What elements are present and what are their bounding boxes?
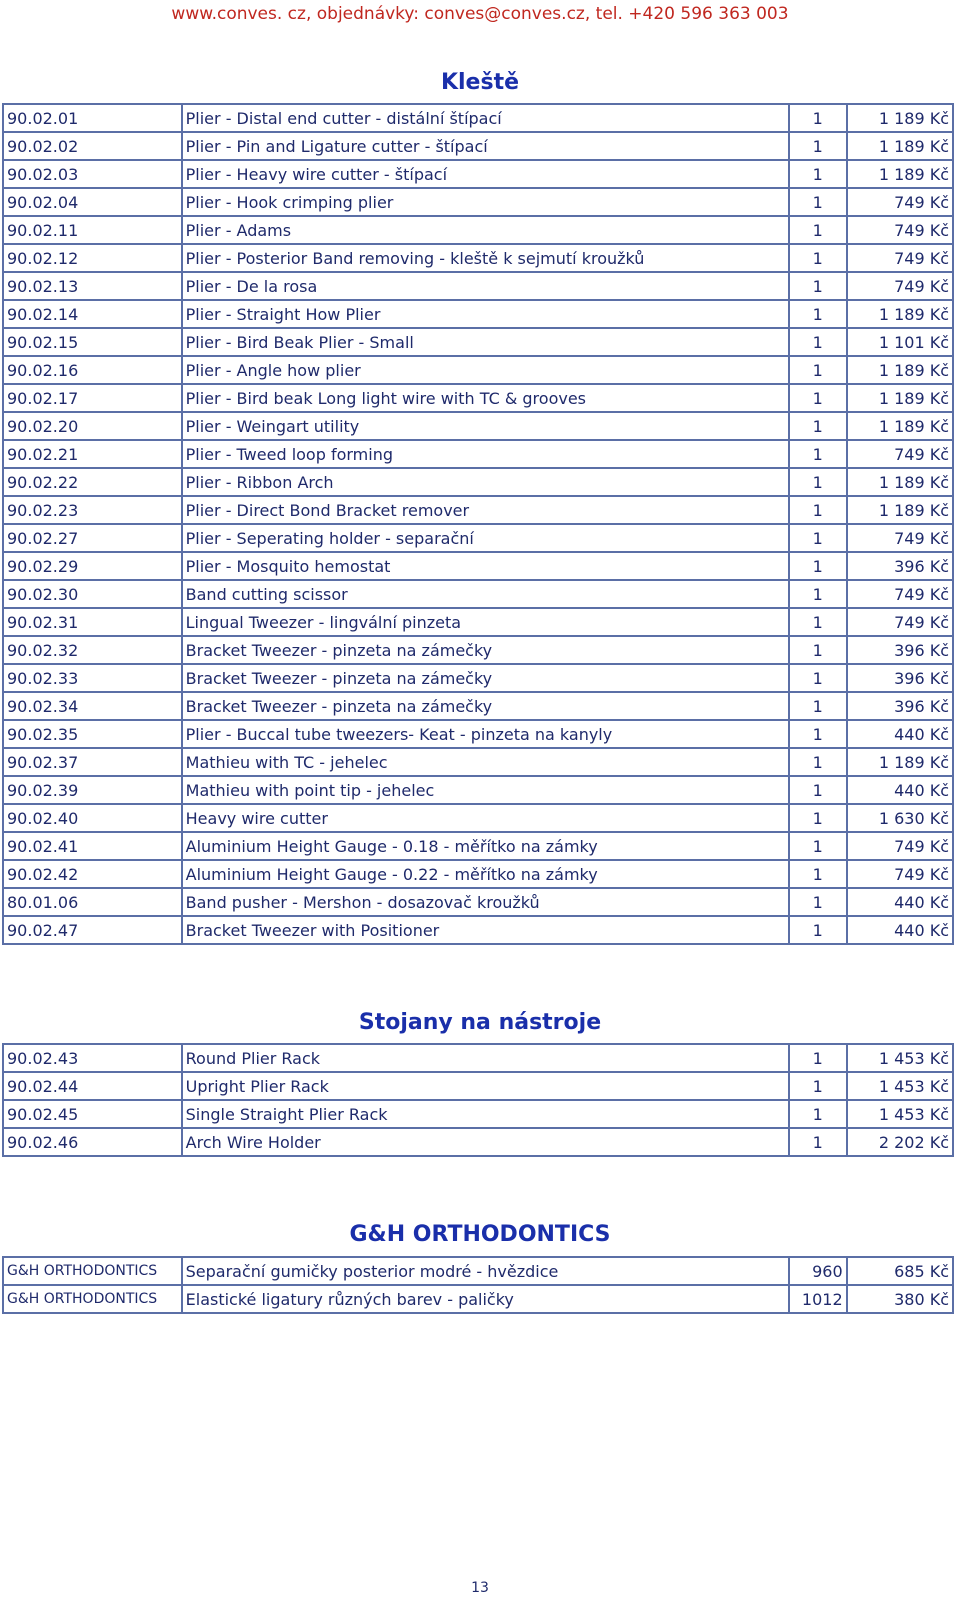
- product-code: 90.02.45: [3, 1100, 182, 1128]
- product-quantity: 1: [789, 1044, 847, 1072]
- table-row: [3, 636, 953, 664]
- product-code: 90.02.34: [3, 692, 182, 720]
- product-name: Band cutting scissor: [182, 580, 789, 608]
- product-code: 90.02.35: [3, 720, 182, 748]
- product-code: 90.02.32: [3, 636, 182, 664]
- product-price: 1 630 Kč: [847, 804, 953, 832]
- product-price: 749 Kč: [847, 524, 953, 552]
- product-name: Plier - Heavy wire cutter - štípací: [182, 160, 789, 188]
- product-quantity: 1: [789, 1128, 847, 1156]
- product-price: 1 189 Kč: [847, 132, 953, 160]
- product-price: 1 189 Kč: [847, 496, 953, 524]
- product-name: Plier - Bird Beak Plier - Small: [182, 328, 789, 356]
- product-quantity: 1: [789, 216, 847, 244]
- product-price: 396 Kč: [847, 636, 953, 664]
- product-name: Plier - Hook crimping plier: [182, 188, 789, 216]
- product-price: 1 189 Kč: [847, 356, 953, 384]
- product-quantity: 1: [789, 608, 847, 636]
- table-row: [3, 412, 953, 440]
- product-name: Single Straight Plier Rack: [182, 1100, 789, 1128]
- product-code: 90.02.22: [3, 468, 182, 496]
- product-quantity: 1: [789, 916, 847, 944]
- product-code: 90.02.04: [3, 188, 182, 216]
- product-name: Plier - Angle how plier: [182, 356, 789, 384]
- product-name: Plier - Buccal tube tweezers- Keat - pinzeta na kanyly: [182, 720, 789, 748]
- product-name: Plier - Ribbon Arch: [182, 468, 789, 496]
- product-name: Band pusher - Mershon - dosazovač kroužků: [182, 888, 789, 916]
- table-row: [3, 384, 953, 412]
- product-name: Elastické ligatury různých barev - paličky: [182, 1285, 789, 1313]
- product-price: 396 Kč: [847, 692, 953, 720]
- table-row: [3, 1128, 953, 1156]
- product-code: 90.02.01: [3, 104, 182, 132]
- table-row: [3, 1044, 953, 1072]
- product-code: 90.02.43: [3, 1044, 182, 1072]
- product-code: G&H ORTHODONTICS: [3, 1285, 182, 1313]
- product-quantity: 1: [789, 580, 847, 608]
- product-name: Mathieu with point tip - jehelec: [182, 776, 789, 804]
- product-name: Aluminium Height Gauge - 0.18 - měřítko na zámky: [182, 832, 789, 860]
- product-price: 396 Kč: [847, 552, 953, 580]
- product-code: G&H ORTHODONTICS: [3, 1257, 182, 1285]
- product-name: Upright Plier Rack: [182, 1072, 789, 1100]
- product-price: 440 Kč: [847, 916, 953, 944]
- product-name: Plier - Bird beak Long light wire with TC & grooves: [182, 384, 789, 412]
- product-price: 1 189 Kč: [847, 300, 953, 328]
- table-row: [3, 160, 953, 188]
- product-code: 90.02.12: [3, 244, 182, 272]
- product-price: 440 Kč: [847, 776, 953, 804]
- table-row: [3, 1285, 953, 1313]
- product-price: 1 453 Kč: [847, 1044, 953, 1072]
- table-row: [3, 356, 953, 384]
- product-code: 90.02.46: [3, 1128, 182, 1156]
- section-title-klestě: Kleště: [440, 70, 520, 95]
- product-price: 749 Kč: [847, 440, 953, 468]
- product-code: 90.02.31: [3, 608, 182, 636]
- product-price: 440 Kč: [847, 720, 953, 748]
- product-name: Plier - Tweed loop forming: [182, 440, 789, 468]
- product-price: 1 101 Kč: [847, 328, 953, 356]
- table-row: [3, 720, 953, 748]
- pricelist-table-gh-orthodontics: [2, 1256, 954, 1314]
- product-price: 1 453 Kč: [847, 1100, 953, 1128]
- product-quantity: 1: [789, 832, 847, 860]
- product-price: 749 Kč: [847, 580, 953, 608]
- product-quantity: 1: [789, 468, 847, 496]
- product-name: Plier - Adams: [182, 216, 789, 244]
- product-quantity: 1: [789, 776, 847, 804]
- product-price: 749 Kč: [847, 832, 953, 860]
- product-code: 90.02.23: [3, 496, 182, 524]
- product-price: 1 189 Kč: [847, 384, 953, 412]
- product-quantity: 1: [789, 132, 847, 160]
- table-row: [3, 272, 953, 300]
- product-code: 90.02.02: [3, 132, 182, 160]
- product-price: 685 Kč: [847, 1257, 953, 1285]
- product-name: Mathieu with TC - jehelec: [182, 748, 789, 776]
- product-quantity: 1: [789, 1100, 847, 1128]
- product-code: 90.02.29: [3, 552, 182, 580]
- product-price: 749 Kč: [847, 608, 953, 636]
- product-name: Heavy wire cutter: [182, 804, 789, 832]
- table-row: [3, 1100, 953, 1128]
- table-row: [3, 664, 953, 692]
- product-name: Plier - Straight How Plier: [182, 300, 789, 328]
- table-row: [3, 496, 953, 524]
- product-code: 90.02.39: [3, 776, 182, 804]
- table-row: [3, 524, 953, 552]
- product-quantity: 1: [789, 860, 847, 888]
- product-quantity: 1: [789, 384, 847, 412]
- product-name: Plier - Distal end cutter - distální štípací: [182, 104, 789, 132]
- product-code: 90.02.27: [3, 524, 182, 552]
- product-quantity: 1: [789, 664, 847, 692]
- product-price: 1 189 Kč: [847, 160, 953, 188]
- product-quantity: 1: [789, 272, 847, 300]
- product-price: 396 Kč: [847, 664, 953, 692]
- table-row: [3, 132, 953, 160]
- product-quantity: 1: [789, 636, 847, 664]
- pricelist-table-klestě: [2, 103, 954, 945]
- page-number: 13: [471, 1580, 489, 1596]
- table-row: [3, 692, 953, 720]
- product-code: 90.02.20: [3, 412, 182, 440]
- table-row: [3, 748, 953, 776]
- table-row: [3, 328, 953, 356]
- product-name: Aluminium Height Gauge - 0.22 - měřítko na zámky: [182, 860, 789, 888]
- table-row: [3, 244, 953, 272]
- product-name: Plier - Mosquito hemostat: [182, 552, 789, 580]
- product-name: Plier - Weingart utility: [182, 412, 789, 440]
- product-price: 749 Kč: [847, 244, 953, 272]
- product-price: 749 Kč: [847, 860, 953, 888]
- product-quantity: 1: [789, 748, 847, 776]
- table-row: [3, 216, 953, 244]
- product-code: 90.02.14: [3, 300, 182, 328]
- product-price: 2 202 Kč: [847, 1128, 953, 1156]
- product-quantity: 1: [789, 1072, 847, 1100]
- product-code: 90.02.30: [3, 580, 182, 608]
- product-price: 1 189 Kč: [847, 468, 953, 496]
- product-quantity: 1: [789, 692, 847, 720]
- product-quantity: 1: [789, 412, 847, 440]
- product-price: 749 Kč: [847, 216, 953, 244]
- product-price: 1 453 Kč: [847, 1072, 953, 1100]
- product-quantity: 1: [789, 356, 847, 384]
- product-code: 80.01.06: [3, 888, 182, 916]
- table-row: [3, 300, 953, 328]
- product-code: 90.02.16: [3, 356, 182, 384]
- product-quantity: 1: [789, 524, 847, 552]
- product-quantity: 1: [789, 104, 847, 132]
- product-quantity: 1: [789, 804, 847, 832]
- product-quantity: 960: [789, 1257, 847, 1285]
- product-name: Arch Wire Holder: [182, 1128, 789, 1156]
- table-row: [3, 188, 953, 216]
- product-price: 1 189 Kč: [847, 104, 953, 132]
- section-title-gh-orthodontics: G&H ORTHODONTICS: [349, 1222, 611, 1247]
- product-quantity: 1: [789, 552, 847, 580]
- product-quantity: 1: [789, 160, 847, 188]
- section-title-stojany: Stojany na nástroje: [358, 1010, 602, 1035]
- product-code: 90.02.41: [3, 832, 182, 860]
- product-quantity: 1: [789, 300, 847, 328]
- product-code: 90.02.15: [3, 328, 182, 356]
- product-price: 380 Kč: [847, 1285, 953, 1313]
- product-quantity: 1: [789, 496, 847, 524]
- product-code: 90.02.47: [3, 916, 182, 944]
- product-quantity: 1: [789, 244, 847, 272]
- product-name: Plier - Pin and Ligature cutter - štípací: [182, 132, 789, 160]
- table-row: [3, 804, 953, 832]
- product-code: 90.02.33: [3, 664, 182, 692]
- product-price: 1 189 Kč: [847, 748, 953, 776]
- product-price: 749 Kč: [847, 272, 953, 300]
- product-quantity: 1012: [789, 1285, 847, 1313]
- product-name: Bracket Tweezer - pinzeta na zámečky: [182, 636, 789, 664]
- table-row: [3, 608, 953, 636]
- product-name: Plier - Direct Bond Bracket remover: [182, 496, 789, 524]
- table-row: [3, 580, 953, 608]
- product-code: 90.02.37: [3, 748, 182, 776]
- product-code: 90.02.13: [3, 272, 182, 300]
- product-name: Plier - Posterior Band removing - kleště k sejmutí kroužků: [182, 244, 789, 272]
- table-row: [3, 1257, 953, 1285]
- product-quantity: 1: [789, 188, 847, 216]
- product-name: Round Plier Rack: [182, 1044, 789, 1072]
- table-row: [3, 916, 953, 944]
- product-name: Lingual Tweezer - lingvální pinzeta: [182, 608, 789, 636]
- table-row: [3, 1072, 953, 1100]
- table-row: [3, 468, 953, 496]
- product-name: Plier - Seperating holder - separační: [182, 524, 789, 552]
- product-code: 90.02.11: [3, 216, 182, 244]
- product-code: 90.02.40: [3, 804, 182, 832]
- table-row: [3, 860, 953, 888]
- table-row: [3, 552, 953, 580]
- table-row: [3, 832, 953, 860]
- product-name: Bracket Tweezer - pinzeta na zámečky: [182, 664, 789, 692]
- product-quantity: 1: [789, 328, 847, 356]
- product-code: 90.02.17: [3, 384, 182, 412]
- table-row: [3, 104, 953, 132]
- pricelist-table-stojany: [2, 1043, 954, 1157]
- product-name: Bracket Tweezer - pinzeta na zámečky: [182, 692, 789, 720]
- product-name: Separační gumičky posterior modré - hvězdice: [182, 1257, 789, 1285]
- product-price: 1 189 Kč: [847, 412, 953, 440]
- product-price: 440 Kč: [847, 888, 953, 916]
- table-row: [3, 440, 953, 468]
- product-code: 90.02.42: [3, 860, 182, 888]
- product-name: Bracket Tweezer with Positioner: [182, 916, 789, 944]
- product-quantity: 1: [789, 720, 847, 748]
- product-code: 90.02.21: [3, 440, 182, 468]
- contact-header: www.conves. cz, objednávky: conves@conves.cz, tel. +420 596 363 003: [171, 4, 789, 24]
- product-price: 749 Kč: [847, 188, 953, 216]
- table-row: [3, 888, 953, 916]
- product-quantity: 1: [789, 888, 847, 916]
- product-name: Plier - De la rosa: [182, 272, 789, 300]
- product-code: 90.02.03: [3, 160, 182, 188]
- product-code: 90.02.44: [3, 1072, 182, 1100]
- product-quantity: 1: [789, 440, 847, 468]
- table-row: [3, 776, 953, 804]
